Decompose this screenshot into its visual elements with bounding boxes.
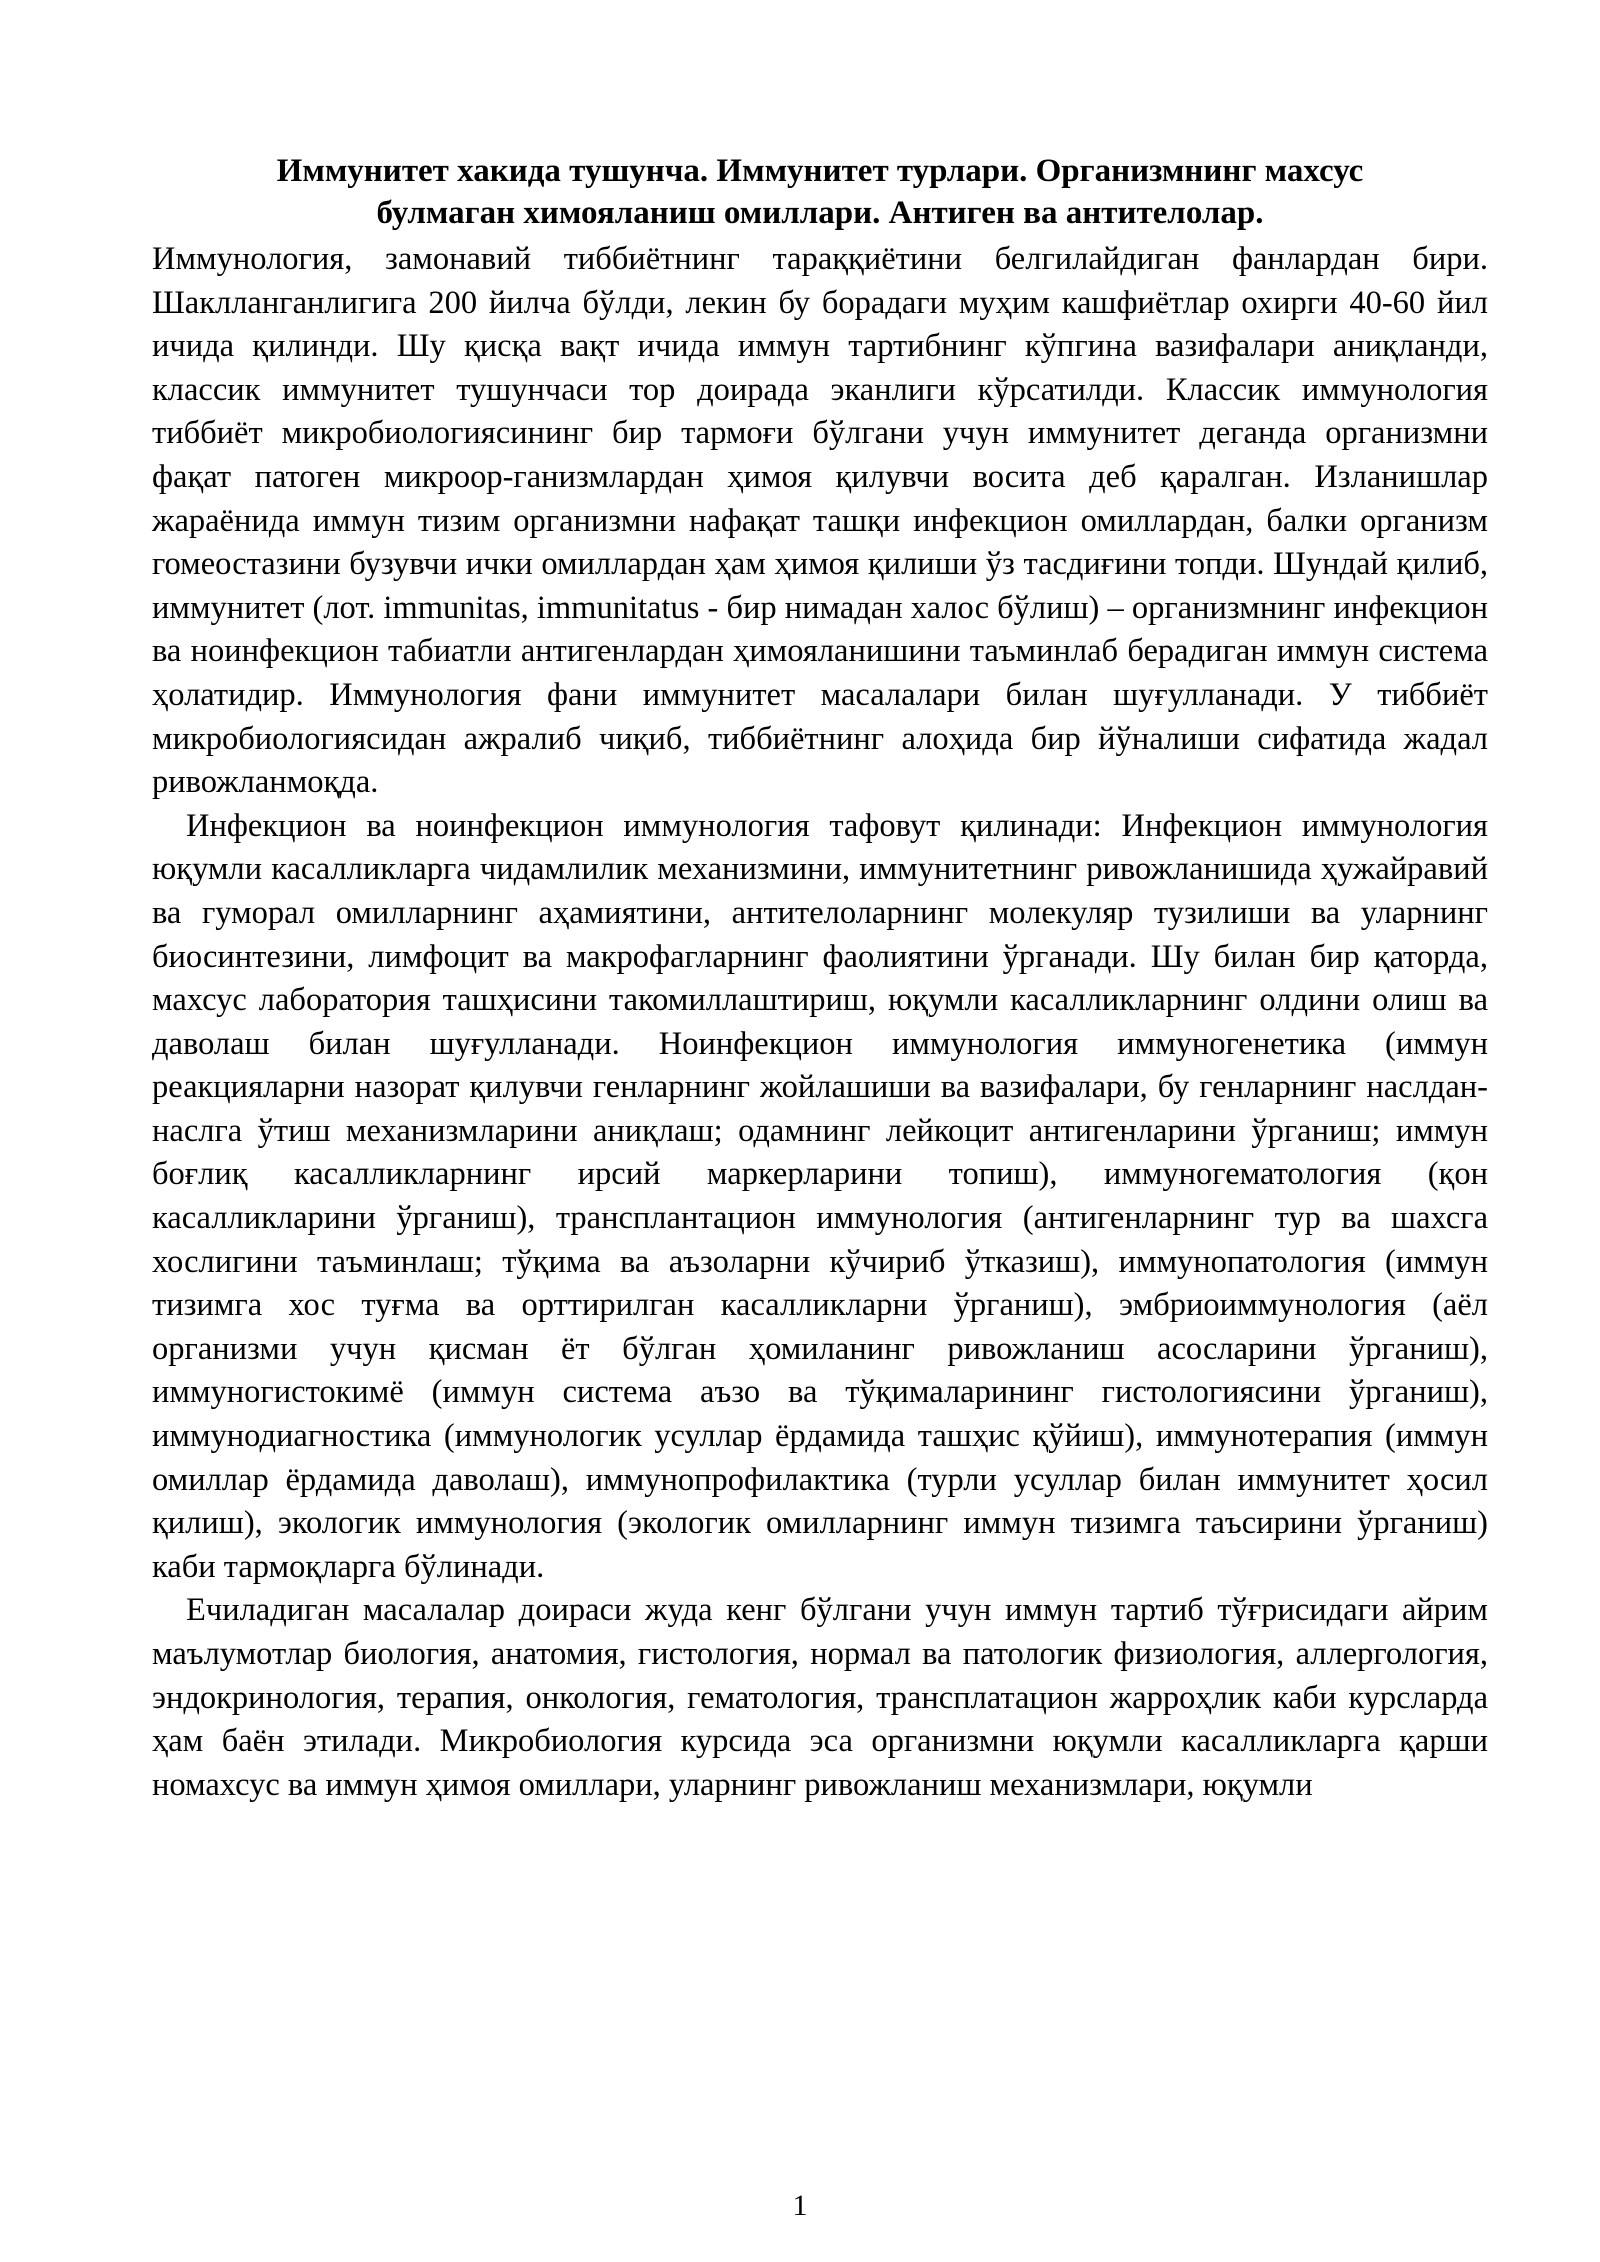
paragraph-3: Ечиладиган масалалар доираси жуда кенг бўлгани учун иммун тартиб тўғрисидаги айрим маълумотлар биология, анатомия, гистология, нормал ва патологик физиология, аллергология, эндокринология, терапия, онкология, гематология, трансплатацион жарроҳлик каби курсларда ҳам баён этилади. Микробиология курсида эса организмни юқумли касалликларга қарши номахсус ва иммун ҳимоя омиллари, уларнинг ривожланиш механизмлари, юқумли <box>152 1592 1488 1803</box>
page-content <box>152 150 1488 1807</box>
paragraph-1: Иммунология, замонавий тиббиётнинг тараққиётини белгилайдиган фанлардан бири. Шаклланганлигига 200 йилча бўлди, лекин бу борадаги муҳим кашфиётлар охирги 40-60 йил ичида қилинди. Шу қисқа вақт ичида иммун тартибнинг кўпгина вазифалари аниқланди, классик иммунитет тушунчаси тор доирада эканлиги кўрсатилди. Классик иммунология тиббиёт микробиологиясининг бир тармоғи бўлгани учун иммунитет деганда организмни фақат патоген микроор-ганизмлардан ҳимоя қилувчи восита деб қаралган. Изланишлар жараёнида иммун тизим организмни нафақат ташқи инфекцион омиллардан, балки организм гомеостазини бузувчи ички омиллардан ҳам ҳимоя қилиши ўз тасдиғини топди. Шундай қилиб, иммунитет (лот. immunitas, immunitatus - бир нимадан халос бўлиш) – организмнинг инфекцион ва ноинфекцион табиатли антигенлардан ҳимояланишини таъминлаб берадиган иммун система ҳолатидир. Иммунология фани иммунитет масалалари билан шуғулланади. У тиббиёт микробиологиясидан ажралиб чиқиб, тиббиётнинг алоҳида бир йўналиши сифатида жадал ривожланмоқда. <box>152 241 1488 801</box>
title-line-2: булмаган химояланиш омиллари. Антиген ва антителолар. <box>376 195 1264 231</box>
page-number: 1 <box>792 2189 808 2222</box>
page-title <box>152 150 1488 234</box>
paragraph-2: Инфекцион ва ноинфекцион иммунология тафовут қилинади: Инфекцион иммунология юқумли касалликларга чидамлилик механизмини, иммунитетнинг ривожланишида ҳужайравий ва гуморал омилларнинг аҳамиятини, антителоларнинг молекуляр тузилиши ва уларнинг биосинтезини, лимфоцит ва макрофагларнинг фаолиятини ўрганади. Шу билан бир қаторда, махсус лаборатория ташҳисини такомиллаштириш, юқумли касалликларнинг олдини олиш ва даволаш билан шуғулланади. Ноинфекцион иммунология иммуногенетика (иммун реакцияларни назорат қилувчи генларнинг жойлашиши ва вазифалари, бу генларнинг наслдан-наслга ўтиш механизмларини аниқлаш; одамнинг лейкоцит антигенларини ўрганиш; иммун боғлиқ касалликларнинг ирсий маркерларини топиш), иммуногематология (қон касалликларини ўрганиш), трансплантацион иммунология (антигенларнинг тур ва шахсга хослигини таъминлаш; тўқима ва аъзоларни кўчириб ўтказиш), иммунопатология (иммун тизимга хос туғма ва орттирилган касалликларни ўрганиш), эмбриоиммунология (аёл организми учун қисман ёт бўлган ҳомиланинг ривожланиш асосларини ўрганиш), иммуногистокимё (иммун система аъзо ва тўқималарининг гистологиясини ўрганиш), иммунодиагностика (иммунологик усуллар ёрдамида ташҳис қўйиш), иммунотерапия (иммун омиллар ёрдамида даволаш), иммунопрофилактика (турли усуллар билан иммунитет ҳосил қилиш), экологик иммунология (экологик омилларнинг иммун тизимга таъсирини ўрганиш) каби тармоқларга бўлинади. <box>152 807 1488 1585</box>
title-line-1: Иммунитет хакида тушунча. Иммунитет турлари. Организмнинг махсус <box>276 153 1364 189</box>
